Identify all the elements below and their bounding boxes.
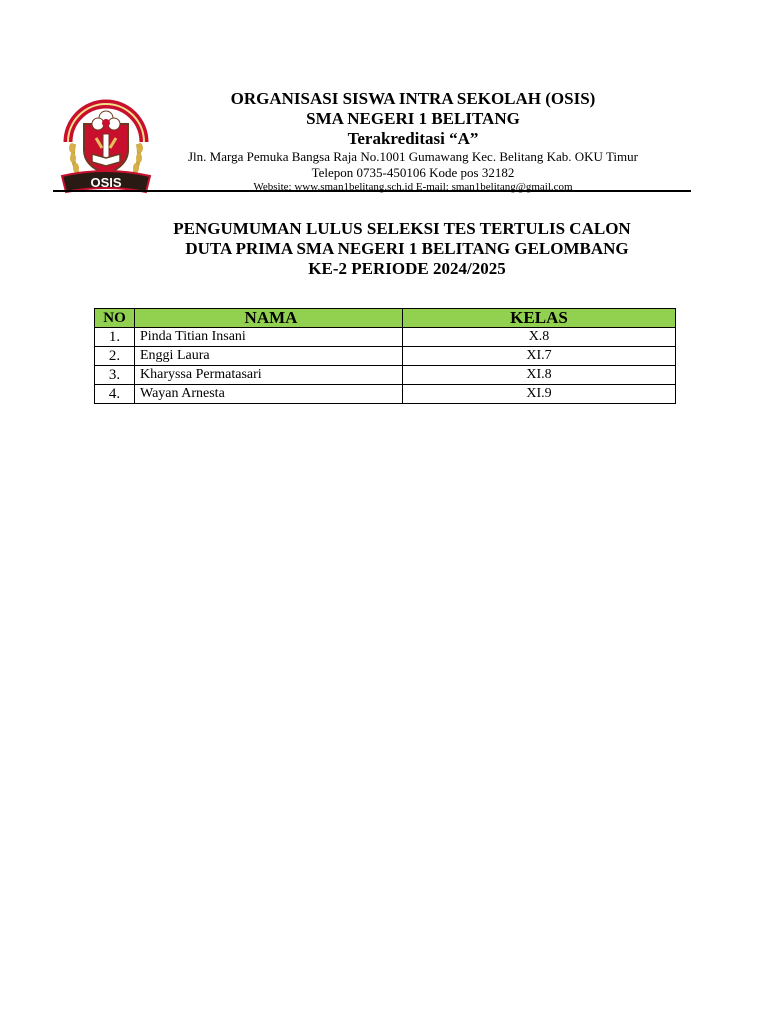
phone: Telepon 0735-450106 Kode pos 32182: [311, 165, 515, 180]
results-table: [94, 308, 676, 404]
announcement-line-1: PENGUMUMAN LULUS SELEKSI TES TERTULIS CALON: [173, 219, 631, 238]
student-class: XI.9: [403, 385, 676, 404]
announcement-title: [140, 219, 674, 279]
student-class: X.8: [403, 328, 676, 347]
accreditation: Terakreditasi “A”: [347, 129, 479, 148]
student-class: XI.7: [403, 347, 676, 366]
table-header-row: [95, 309, 676, 328]
letterhead: [150, 88, 676, 194]
student-name: Wayan Arnesta: [135, 385, 403, 404]
table-row: [95, 347, 676, 366]
row-number: 4.: [95, 385, 135, 404]
column-header-no: NO: [95, 309, 135, 328]
row-number: 2.: [95, 347, 135, 366]
address: Jln. Marga Pemuka Bangsa Raja No.1001 Gumawang Kec. Belitang Kab. OKU Timur: [187, 149, 638, 164]
osis-logo: [58, 84, 154, 194]
row-number: 3.: [95, 366, 135, 385]
osis-logo-text: OSIS: [90, 175, 122, 190]
org-title: ORGANISASI SISWA INTRA SEKOLAH (OSIS): [230, 89, 596, 108]
student-name: Kharyssa Permatasari: [135, 366, 403, 385]
student-name: Pinda Titian Insani: [135, 328, 403, 347]
contact-line: Website: www.sman1belitang.sch.id E-mail: sman1belitang@gmail.com: [253, 181, 573, 193]
column-header-nama: NAMA: [135, 309, 403, 328]
table-row: [95, 385, 676, 404]
announcement-line-2: DUTA PRIMA SMA NEGERI 1 BELITANG GELOMBANG: [185, 239, 629, 258]
student-class: XI.8: [403, 366, 676, 385]
school-name: SMA NEGERI 1 BELITANG: [306, 109, 520, 128]
table-row: [95, 328, 676, 347]
table-row: [95, 366, 676, 385]
column-header-kelas: KELAS: [403, 309, 676, 328]
announcement-line-3: KE-2 PERIODE 2024/2025: [308, 259, 506, 278]
header-divider: [53, 190, 691, 192]
row-number: 1.: [95, 328, 135, 347]
student-name: Enggi Laura: [135, 347, 403, 366]
